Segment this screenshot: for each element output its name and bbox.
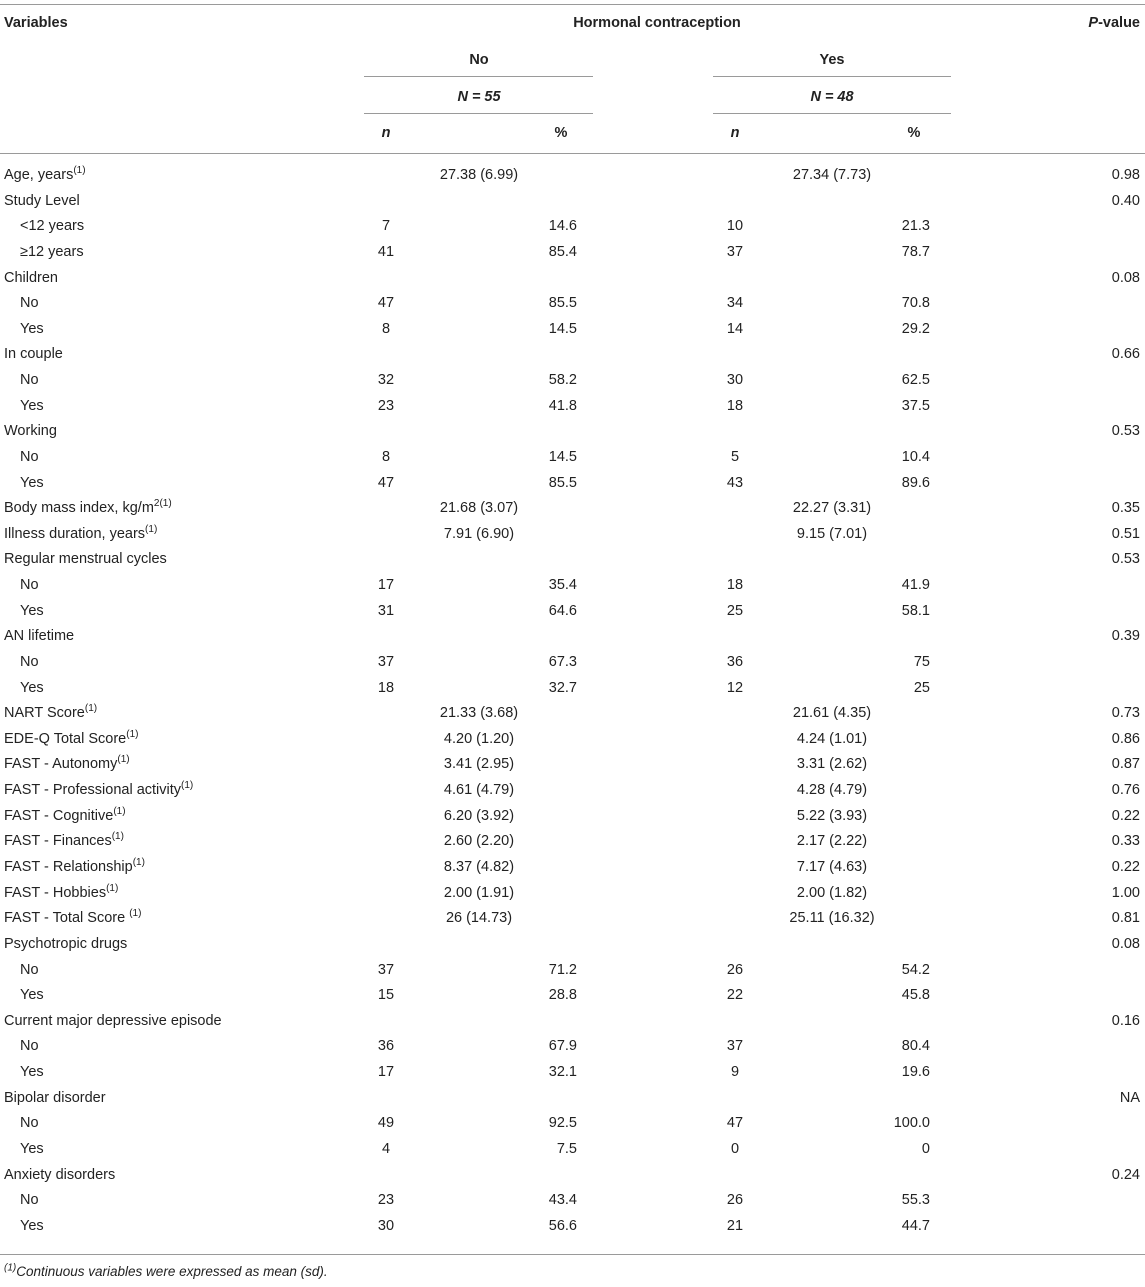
mean-sd-yes-cell: 27.34 (7.73) [792,167,872,183]
pvalue-cell: 0.76 [1111,782,1140,798]
pct-yes-cell: 75 [913,654,930,670]
pct-yes-cell: 54.2 [901,962,930,978]
pct-no-cell: 64.6 [548,603,577,619]
row-label [4,730,138,748]
pvalue-cell: 0.40 [1111,193,1140,209]
pct-yes-cell: 70.8 [901,295,930,311]
row-label-text: No [20,372,39,388]
row-label-superscript: (1) [126,729,139,741]
mean-sd-yes-cell: 2.00 (1.82) [796,885,868,901]
row-label-text: FAST - Finances [4,833,112,849]
row-label-text: EDE-Q Total Score [4,731,127,747]
row-label [4,704,97,722]
n-yes-cell: 21 [726,1218,744,1234]
row-label [20,397,44,415]
n-yes-cell: 5 [730,449,740,465]
n-yes-cell: 47 [726,1115,744,1131]
pct-yes-cell: 80.4 [901,1038,930,1054]
row-label [4,422,57,440]
pct-no-cell: 85.4 [548,244,577,260]
row-label-text: FAST - Relationship [4,859,133,875]
n-no-cell: 47 [377,475,395,491]
pct-yes-cell: 45.8 [901,987,930,1003]
n-no-cell: 41 [377,244,395,260]
row-label [20,294,39,312]
mean-sd-yes-cell: 21.61 (4.35) [792,705,872,721]
row-label-text: Yes [20,1141,44,1157]
pvalue-cell: 0.81 [1111,910,1140,926]
row-label-superscript: (1) [129,908,142,920]
row-label-text: Working [4,423,57,439]
n-no-cell: 49 [377,1115,395,1131]
hormonal-contraception-header: Hormonal contraception [573,15,741,31]
row-label [20,1114,39,1132]
row-label-text: Yes [20,398,44,414]
row-label-text: No [20,962,39,978]
row-label [4,884,118,902]
row-label [4,781,193,799]
yes-group-rule [713,76,951,77]
mean-sd-no-cell: 6.20 (3.92) [443,808,515,824]
n-yes-cell: 26 [726,1192,744,1208]
row-label-text: Anxiety disorders [4,1167,116,1183]
pvalue-header-rest: -value [1098,15,1140,31]
row-label [4,858,145,876]
pvalue-header-italic: P [1088,15,1099,31]
row-label-text: Yes [20,1064,44,1080]
row-label [20,217,84,235]
mean-sd-no-cell: 2.60 (2.20) [443,833,515,849]
mean-sd-no-cell: 3.41 (2.95) [443,756,515,772]
row-label-superscript: (1) [111,831,124,843]
pvalue-cell: 0.53 [1111,551,1140,567]
row-label-text: Psychotropic drugs [4,936,128,952]
pct-yes-cell: 55.3 [901,1192,930,1208]
pvalue-header [1088,14,1140,32]
pvalue-cell: 0.08 [1111,936,1140,952]
row-label-text: FAST - Hobbies [4,885,107,901]
n-yes-cell: 18 [726,398,744,414]
row-label [4,550,167,568]
row-label-text: Body mass index, kg/m [4,500,154,516]
top-rule [0,4,1145,5]
pvalue-cell: 0.24 [1111,1167,1140,1183]
pct-yes-cell: 37.5 [901,398,930,414]
row-label-text: No [20,295,39,311]
table-bottom-rule [0,1254,1145,1255]
row-label-text: Current major depressive episode [4,1013,222,1029]
row-label-superscript: (1) [84,703,98,715]
pct-no-cell: 85.5 [548,475,577,491]
mean-sd-yes-cell: 3.31 (2.62) [796,756,868,772]
row-label-text: Study Level [4,193,80,209]
no-group-header: No [469,52,489,68]
yes-n-col-header: n [730,125,740,141]
row-label [4,192,80,210]
row-label [20,1191,39,1209]
n-no-cell: 17 [377,577,395,593]
pct-no-cell: 32.1 [548,1064,577,1080]
pct-yes-cell: 29.2 [901,321,930,337]
pct-yes-cell: 19.6 [901,1064,930,1080]
pct-no-cell: 7.5 [556,1141,577,1157]
n-no-cell: 36 [377,1038,395,1054]
yes-group-header: Yes [819,52,845,68]
row-label [20,243,84,261]
row-label-superscript: (1) [113,806,126,818]
row-label [4,807,126,825]
pct-no-cell: 41.8 [548,398,577,414]
pvalue-cell: 0.87 [1111,756,1140,772]
pct-yes-cell: 58.1 [901,603,930,619]
mean-sd-yes-cell: 4.24 (1.01) [796,731,868,747]
no-n-header: N = 55 [457,89,501,105]
row-label [4,499,172,517]
row-label [20,1140,44,1158]
row-label-text: Yes [20,680,44,696]
no-group-rule [364,76,593,77]
row-label [4,525,157,543]
row-label [20,679,44,697]
mean-sd-yes-cell: 22.27 (3.31) [792,500,872,516]
row-label-text: Regular menstrual cycles [4,551,167,567]
row-label-text: NART Score [4,705,85,721]
pvalue-cell: 0.22 [1111,808,1140,824]
row-label-text: Yes [20,1218,44,1234]
pvalue-cell: 0.39 [1111,628,1140,644]
pvalue-cell: NA [1119,1090,1140,1106]
n-yes-cell: 30 [726,372,744,388]
mean-sd-no-cell: 7.91 (6.90) [443,526,515,542]
pct-yes-cell: 0 [921,1141,930,1157]
pct-yes-cell: 78.7 [901,244,930,260]
row-label [20,371,39,389]
row-label [4,909,141,927]
row-label [20,986,44,1004]
row-label-text: Children [4,270,58,286]
row-label-text: AN lifetime [4,628,75,644]
n-yes-cell: 12 [726,680,744,696]
n-yes-cell: 26 [726,962,744,978]
row-label [4,627,74,645]
n-no-cell: 30 [377,1218,395,1234]
mean-sd-no-cell: 21.68 (3.07) [439,500,519,516]
n-no-cell: 8 [381,321,391,337]
pct-no-cell: 67.3 [548,654,577,670]
row-label [20,961,39,979]
row-label-superscript: (1) [117,754,130,766]
row-label [4,1166,115,1184]
pct-no-cell: 43.4 [548,1192,577,1208]
row-label [20,576,39,594]
row-label-text: FAST - Professional activity [4,782,182,798]
pct-yes-cell: 41.9 [901,577,930,593]
yes-n-rule [713,113,951,114]
row-label-superscript: (1) [145,524,158,536]
n-yes-cell: 14 [726,321,744,337]
row-label [4,345,63,363]
n-no-cell: 18 [377,680,395,696]
pvalue-cell: 0.16 [1111,1013,1140,1029]
row-label-superscript: (1) [132,857,145,869]
yes-pct-col-header: % [907,125,921,141]
pvalue-cell: 0.08 [1111,270,1140,286]
row-label-text: No [20,654,39,670]
row-label [20,602,44,620]
pct-no-cell: 67.9 [548,1038,577,1054]
row-label-text: Yes [20,475,44,491]
n-yes-cell: 37 [726,1038,744,1054]
pvalue-cell: 0.98 [1111,167,1140,183]
pct-no-cell: 58.2 [548,372,577,388]
n-yes-cell: 9 [730,1064,740,1080]
pct-no-cell: 85.5 [548,295,577,311]
pct-yes-cell: 25 [913,680,930,696]
row-label [4,832,124,850]
n-no-cell: 31 [377,603,395,619]
row-label-text: FAST - Cognitive [4,808,114,824]
row-label-text: ≥12 years [20,244,84,260]
row-label [4,1012,222,1030]
pct-no-cell: 35.4 [548,577,577,593]
n-no-cell: 7 [381,218,391,234]
pct-no-cell: 28.8 [548,987,577,1003]
n-yes-cell: 43 [726,475,744,491]
mean-sd-yes-cell: 25.11 (16.32) [789,910,875,926]
mean-sd-yes-cell: 2.17 (2.22) [796,833,868,849]
row-label-text: Yes [20,603,44,619]
n-no-cell: 17 [377,1064,395,1080]
no-pct-col-header: % [554,125,568,141]
footnote-text: Continuous variables were expressed as mean (sd). [16,1264,328,1279]
pvalue-cell: 0.51 [1111,526,1140,542]
row-label [20,474,44,492]
n-yes-cell: 36 [726,654,744,670]
mean-sd-no-cell: 26 (14.73) [445,910,513,926]
n-yes-cell: 37 [726,244,744,260]
n-no-cell: 8 [381,449,391,465]
pct-no-cell: 14.5 [548,321,577,337]
no-n-col-header: n [381,125,391,141]
row-label-text: No [20,1115,39,1131]
n-no-cell: 4 [381,1141,391,1157]
pvalue-cell: 0.22 [1111,859,1140,875]
n-yes-cell: 22 [726,987,744,1003]
row-label-text: <12 years [20,218,85,234]
row-label-text: Illness duration, years [4,526,146,542]
footnote [4,1263,328,1281]
n-yes-cell: 10 [726,218,744,234]
row-label-text: FAST - Total Score [4,910,130,926]
mean-sd-no-cell: 8.37 (4.82) [443,859,515,875]
row-label-text: No [20,577,39,593]
row-label [20,1063,44,1081]
row-label [20,448,39,466]
row-label-text: Yes [20,987,44,1003]
footnote-marker: (1) [4,1262,17,1274]
pct-no-cell: 14.6 [548,218,577,234]
n-no-cell: 23 [377,398,395,414]
n-no-cell: 23 [377,1192,395,1208]
row-label-text: FAST - Autonomy [4,756,118,772]
pct-yes-cell: 44.7 [901,1218,930,1234]
pct-no-cell: 14.5 [548,449,577,465]
row-label-text: Bipolar disorder [4,1090,106,1106]
n-yes-cell: 25 [726,603,744,619]
row-label-superscript: (1) [181,780,194,792]
pct-yes-cell: 62.5 [901,372,930,388]
header-bottom-rule [0,153,1145,154]
row-label [4,755,130,773]
mean-sd-no-cell: 2.00 (1.91) [443,885,515,901]
pvalue-cell: 0.86 [1111,731,1140,747]
pvalue-cell: 0.66 [1111,346,1140,362]
n-no-cell: 15 [377,987,395,1003]
row-label [20,320,44,338]
row-label-text: In couple [4,346,63,362]
pct-yes-cell: 10.4 [901,449,930,465]
pct-yes-cell: 100.0 [893,1115,930,1131]
n-yes-cell: 0 [730,1141,740,1157]
pvalue-cell: 0.73 [1111,705,1140,721]
n-yes-cell: 18 [726,577,744,593]
pct-no-cell: 32.7 [548,680,577,696]
mean-sd-yes-cell: 4.28 (4.79) [796,782,868,798]
row-label [20,1217,44,1235]
n-no-cell: 37 [377,654,395,670]
pvalue-cell: 0.33 [1111,833,1140,849]
row-label-text: No [20,1192,39,1208]
pvalue-cell: 0.35 [1111,500,1140,516]
pct-yes-cell: 21.3 [901,218,930,234]
row-label-text: No [20,449,39,465]
row-label-text: Age, years [4,167,74,183]
mean-sd-no-cell: 4.61 (4.79) [443,782,515,798]
pvalue-cell: 1.00 [1111,885,1140,901]
pct-yes-cell: 89.6 [901,475,930,491]
n-no-cell: 32 [377,372,395,388]
pct-no-cell: 56.6 [548,1218,577,1234]
row-label [4,1089,106,1107]
row-label [20,653,39,671]
row-label-superscript: (1) [106,883,119,895]
row-label [4,269,58,287]
variables-header: Variables [4,15,68,31]
yes-n-header: N = 48 [810,89,854,105]
row-label-superscript: (1) [73,165,86,177]
no-n-rule [364,113,593,114]
row-label [4,166,86,184]
row-label-text: No [20,1038,39,1054]
mean-sd-no-cell: 27.38 (6.99) [439,167,519,183]
row-label [4,935,127,953]
n-no-cell: 47 [377,295,395,311]
row-label-text: Yes [20,321,44,337]
row-label [20,1037,39,1055]
pvalue-cell: 0.53 [1111,423,1140,439]
pct-no-cell: 71.2 [548,962,577,978]
mean-sd-no-cell: 21.33 (3.68) [439,705,519,721]
mean-sd-yes-cell: 7.17 (4.63) [796,859,868,875]
mean-sd-yes-cell: 9.15 (7.01) [796,526,868,542]
row-label-superscript: 2(1) [153,498,172,510]
n-yes-cell: 34 [726,295,744,311]
n-no-cell: 37 [377,962,395,978]
pct-no-cell: 92.5 [548,1115,577,1131]
mean-sd-no-cell: 4.20 (1.20) [443,731,515,747]
mean-sd-yes-cell: 5.22 (3.93) [796,808,868,824]
